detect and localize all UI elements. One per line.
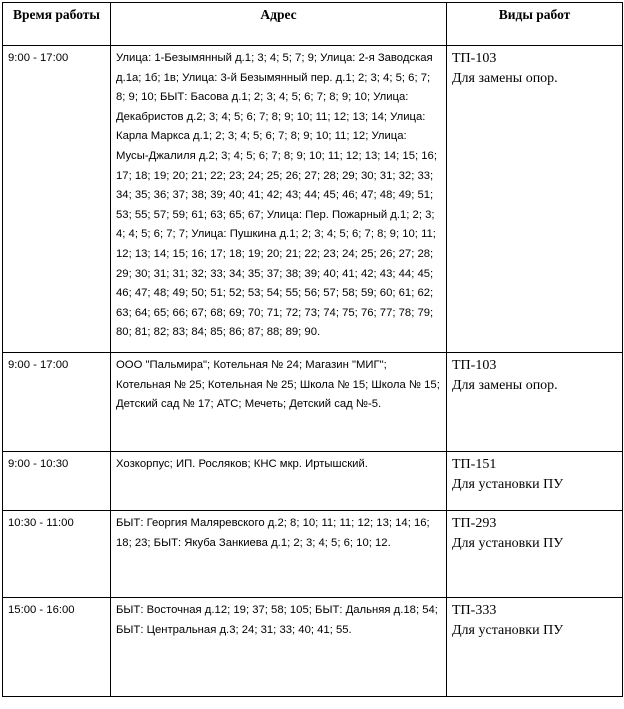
row-substation: ТП-103 <box>452 358 497 373</box>
row-time: 9:00 - 17:00 <box>3 46 111 353</box>
row-substation: ТП-333 <box>452 603 497 618</box>
row-time: 15:00 - 16:00 <box>3 598 111 697</box>
table-row <box>3 511 623 598</box>
row-address: БЫТ: Георгия Маляревского д.2; 8; 10; 11; 11; 12; 13; 14; 16; 18; 23; БЫТ: Якуба Занкиева д.1; 2; 3; 4; 5; 6; 10; 12. <box>111 511 447 598</box>
row-work <box>447 452 623 511</box>
row-address: БЫТ: Восточная д.12; 19; 37; 58; 105; БЫТ: Дальняя д.18; 54; БЫТ: Центральная д.3; 24; 31; 33; 40; 41; 55. <box>111 598 447 697</box>
table-row <box>3 598 623 697</box>
row-address: Хозкорпус; ИП. Росляков; КНС мкр. Иртышский. <box>111 452 447 511</box>
table-header-row <box>3 3 623 46</box>
row-work-type: Для установки ПУ <box>452 477 564 492</box>
row-work <box>447 46 623 353</box>
row-time: 9:00 - 17:00 <box>3 353 111 452</box>
outage-schedule-table <box>2 2 623 697</box>
table-row <box>3 353 623 452</box>
row-work-type: Для установки ПУ <box>452 623 564 638</box>
row-work-type: Для замены опор. <box>452 71 558 86</box>
row-work <box>447 598 623 697</box>
row-time: 9:00 - 10:30 <box>3 452 111 511</box>
header-time: Время работы <box>3 3 111 46</box>
table-row <box>3 452 623 511</box>
header-work-type: Виды работ <box>447 3 623 46</box>
row-substation: ТП-293 <box>452 516 497 531</box>
row-substation: ТП-151 <box>452 457 497 472</box>
table-row <box>3 46 623 353</box>
header-address: Адрес <box>111 3 447 46</box>
row-work <box>447 511 623 598</box>
row-address: Улица: 1-Безымянный д.1; 3; 4; 5; 7; 9; Улица: 2-я Заводская д.1а; 1б; 1в; Улица: 3-й Безымянный пер. д.1; 2; 3; 4; 5; 6; 7; 8; 9; 10; БЫТ: Басова д.1; 2; 3; 4; 5; 6; 7; 8; 9; 10; Улица: Декабристов д.2; 3; 4; 5; 6; 7; 8; 9; 10; 11; 12; 13; 14; Улица: Карла Маркса д.1; 2; 3; 4; 5; 6; 7; 8; 9; 10; 11; 12; Улица: Мусы-Джалиля д.2; 3; 4; 5; 6; 7; 8; 9; 10; 11; 12; 13; 14; 15; 16; 17; 18; 19; 20; 21; 22; 23; 24; 25; 26; 27; 28; 29; 30; 31; 32; 33; 34; 35; 36; 37; 38; 39; 40; 41; 42; 43; 44; 45; 46; 47; 48; 49; 51; 53; 55; 57; 59; 61; 63; 65; 67; Улица: Пер. Пожарный д.1; 2; 3; 4; 4; 5; 6; 7; 7; Улица: Пушкина д.1; 2; 3; 4; 5; 6; 7; 8; 9; 10; 11; 12; 13; 14; 15; 16; 17; 18; 19; 20; 21; 22; 23; 24; 25; 26; 27; 28; 29; 30; 31; 31; 32; 33; 34; 35; 37; 38; 39; 40; 41; 42; 43; 44; 45; 46; 47; 48; 49; 50; 51; 52; 53; 54; 55; 56; 57; 58; 59; 60; 61; 62; 63; 64; 65; 66; 67; 68; 69; 70; 71; 72; 73; 74; 75; 76; 77; 78; 79; 80; 81; 82; 83; 84; 85; 86; 87; 88; 89; 90. <box>111 46 447 353</box>
row-substation: ТП-103 <box>452 51 497 66</box>
row-time: 10:30 - 11:00 <box>3 511 111 598</box>
row-work-type: Для установки ПУ <box>452 536 564 551</box>
row-work <box>447 353 623 452</box>
row-work-type: Для замены опор. <box>452 378 558 393</box>
row-address: ООО "Пальмира"; Котельная № 24; Магазин "МИГ"; Котельная № 25; Котельная № 25; Школа № 15; Школа № 15; Детский сад № 17; АТС; Мечеть; Детский сад №-5. <box>111 353 447 452</box>
